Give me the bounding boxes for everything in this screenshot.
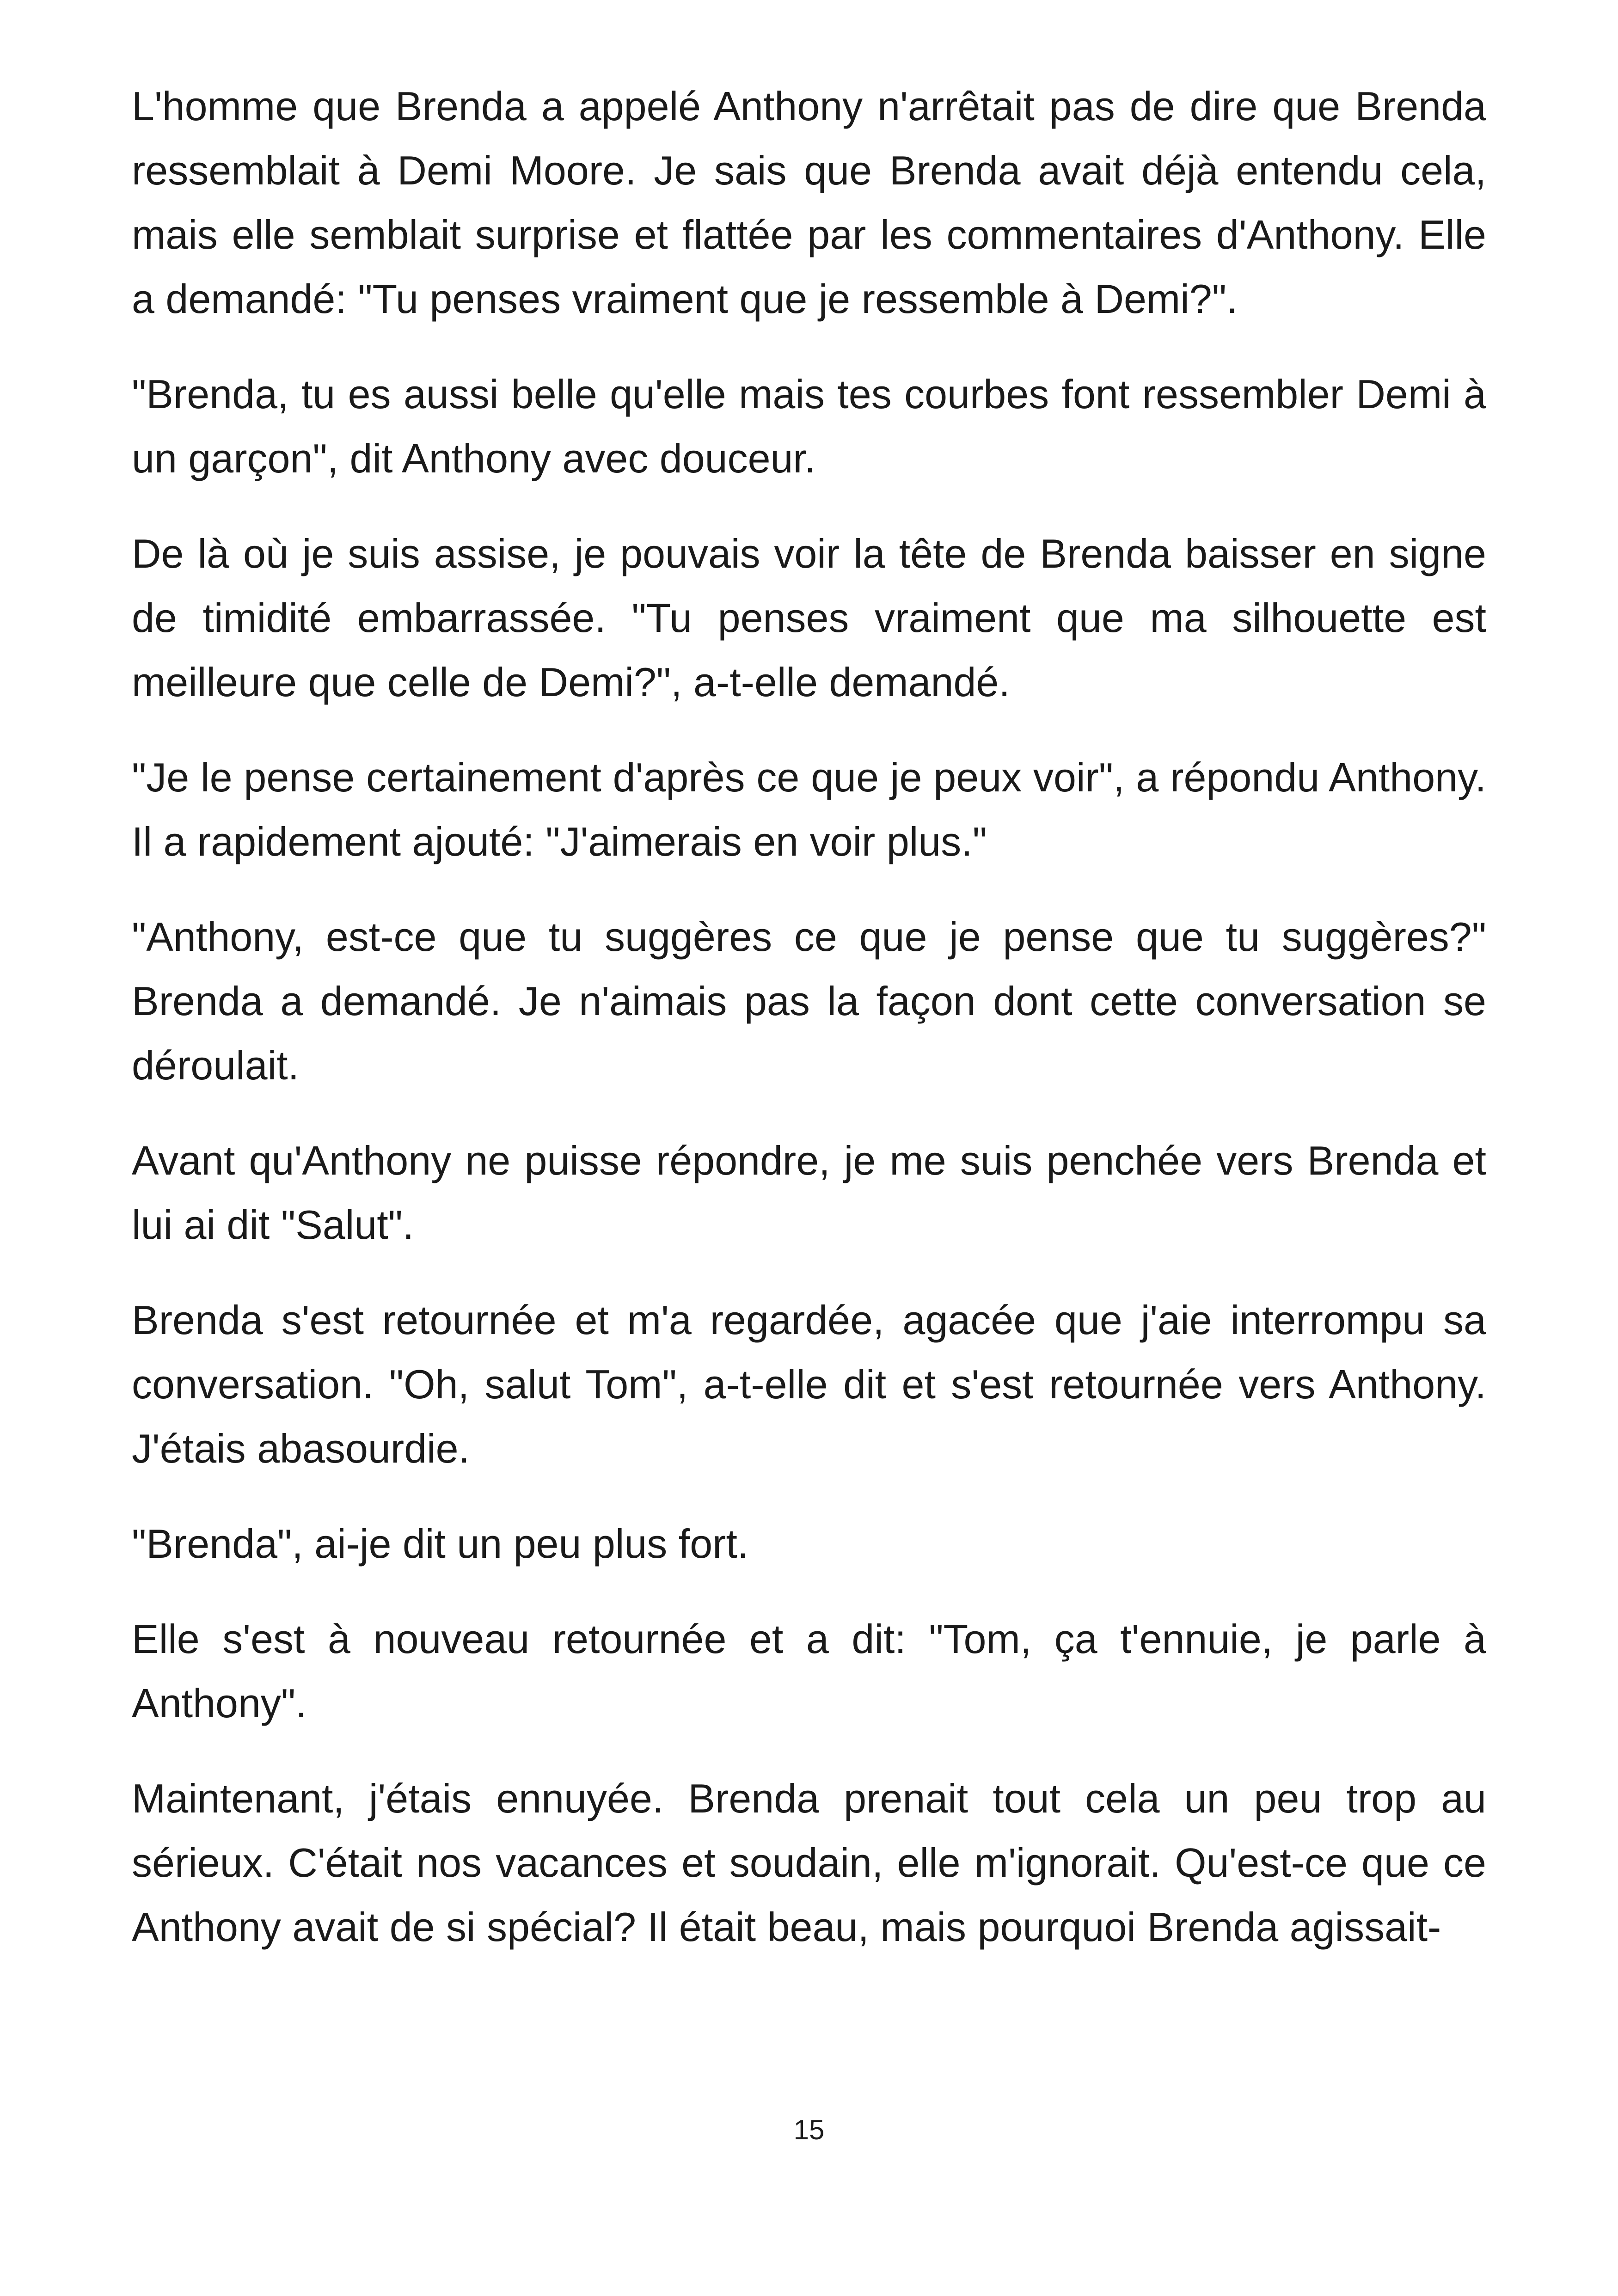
paragraph-6: Avant qu'Anthony ne puisse répondre, je me suis penchée vers Brenda et lui ai dit "Salut". [132,1138,1486,1248]
paragraph-2: "Brenda, tu es aussi belle qu'elle mais tes courbes font ressembler Demi à un garçon", dit Anthony avec douceur. [132,371,1486,481]
body-text [132,74,1486,1990]
paragraph-10: Maintenant, j'étais ennuyée. Brenda prenait tout cela un peu trop au sérieux. C'était nos vacances et soudain, elle m'ignorait. Qu'est-ce que ce Anthony avait de si spécial? Il était beau, mais pourquoi Brenda agissait- [132,1776,1486,1950]
paragraph-3: De là où je suis assise, je pouvais voir la tête de Brenda baisser en signe de timidité embarrassée. "Tu penses vraiment que ma silhouette est meilleure que celle de Demi?", a-t-elle demandé. [132,531,1486,705]
paragraph-4: "Je le pense certainement d'après ce que je peux voir", a répondu Anthony. Il a rapidement ajouté: "J'aimerais en voir plus." [132,754,1486,864]
paragraph-1: L'homme que Brenda a appelé Anthony n'arrêtait pas de dire que Brenda ressemblait à Demi Moore. Je sais que Brenda avait déjà entendu cela, mais elle semblait surprise et flattée par les commentaires d'Anthony. Elle a demandé: "Tu penses vraiment que je ressemble à Demi?". [132,83,1486,322]
paragraph-9: Elle s'est à nouveau retournée et a dit: "Tom, ça t'ennuie, je parle à Anthony". [132,1616,1486,1726]
paragraph-7: Brenda s'est retournée et m'a regardée, agacée que j'aie interrompu sa conversation. "Oh, salut Tom", a-t-elle dit et s'est retournée vers Anthony. J'étais abasourdie. [132,1297,1486,1471]
paragraph-8: "Brenda", ai-je dit un peu plus fort. [132,1521,749,1567]
page-number: 15 [793,2114,825,2145]
paragraph-5: "Anthony, est-ce que tu suggères ce que je pense que tu suggères?" Brenda a demandé. Je n'aimais pas la façon dont cette conversation se déroulait. [132,914,1486,1088]
